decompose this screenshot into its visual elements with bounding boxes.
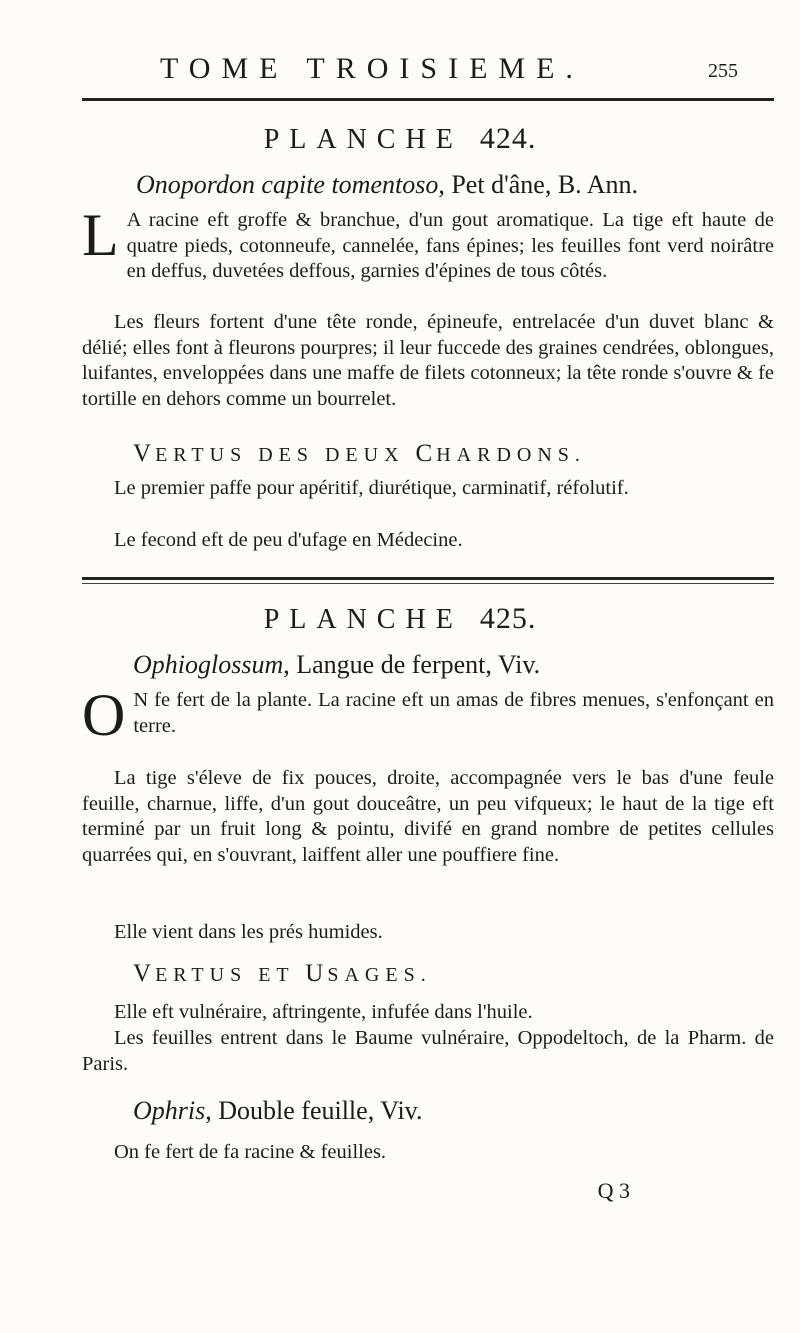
entry-title-ophioglossum: [133, 650, 540, 680]
common-name: , Langue de ferpent, Viv.: [283, 650, 541, 679]
section-rule-thin: [82, 583, 774, 584]
planche-label: PLANCHE: [263, 124, 463, 155]
common-name: , Double feuille, Viv.: [205, 1096, 423, 1125]
paragraph-flowers: Les fleurs fortent d'une tête ronde, épineufe, entrelacée d'un duvet blanc & délié; elles font à fleurons pourpres; il leur fuccede des graines cendrées, oblongues, luifantes, enveloppées dans une maffe de filets cotonneux; la tête ronde s'ouvre & fe tortille en dehors comme un bourrelet.: [82, 311, 774, 410]
planche-number: 424.: [479, 122, 537, 155]
virtue-first: Le premier paffe pour apéritif, diurétique, carminatif, réfolutif.: [114, 477, 629, 499]
usage-second: Les feuilles entrent dans le Baume vulnéraire, Oppodeltoch, de la Pharm. de Paris.: [82, 1027, 774, 1075]
header-rule: [82, 98, 774, 101]
planche-424-heading: [0, 122, 800, 156]
intro-text: A racine eft groffe & branchue, d'un gout aromatique. La tige eft haute de quatre pieds, cotonneufe, cannelée, fans épines; les feuilles font verd noirâtre en deffus, duvetées deffous, garnies d'épines de tous côtés.: [126, 209, 774, 282]
page-number: 255: [708, 60, 738, 82]
entry-title-ophris: [133, 1096, 422, 1126]
section-rule: [82, 577, 774, 580]
intro-text: N fe fert de la plante. La racine eft un amas de fibres menues, s'enfonçant en terre.: [133, 689, 774, 737]
paragraph-habitat: Elle vient dans les prés humides.: [114, 921, 383, 943]
signature-mark: Q 3: [597, 1178, 630, 1203]
paragraph-ophris: On fe fert de fa racine & feuilles.: [114, 1141, 387, 1163]
planche-425-heading: [0, 602, 800, 636]
planche-label: PLANCHE: [263, 604, 463, 635]
virtues-heading-chardons: VERTUS DES DEUX CHARDONS.: [133, 440, 586, 467]
planche-number: 425.: [479, 602, 537, 635]
latin-name: Ophris: [133, 1096, 206, 1125]
drop-cap: O: [82, 682, 126, 748]
latin-name: Ophioglossum: [133, 650, 284, 679]
latin-name: Onopordon capite tomentoso: [136, 170, 439, 199]
running-title: TOME TROISIEME.: [160, 52, 584, 85]
virtues-heading-usages: VERTUS ET USAGES.: [133, 960, 432, 987]
intro-paragraph-ophioglossum: [82, 682, 774, 748]
common-name: , Pet d'âne, B. Ann.: [438, 170, 639, 199]
intro-paragraph-onopordon: [82, 202, 774, 285]
usage-first: Elle eft vulnéraire, aftringente, infufée dans l'huile.: [114, 1001, 533, 1023]
paragraph-stem: La tige s'éleve de fix pouces, droite, accompagnée vers le bas d'une feule feuille, charnue, liffe, d'un gout douceâtre, un peu vifqueux; le haut de la tige eft terminé par un fruit long & pointu, divifé en grand nombre de petites cellules quarrées qui, en s'ouvrant, laiffent aller une pouffiere fine.: [82, 767, 774, 866]
drop-cap: L: [82, 202, 119, 268]
entry-title-onopordon: [136, 170, 638, 200]
virtue-second: Le fecond eft de peu d'ufage en Médecine.: [114, 529, 463, 551]
